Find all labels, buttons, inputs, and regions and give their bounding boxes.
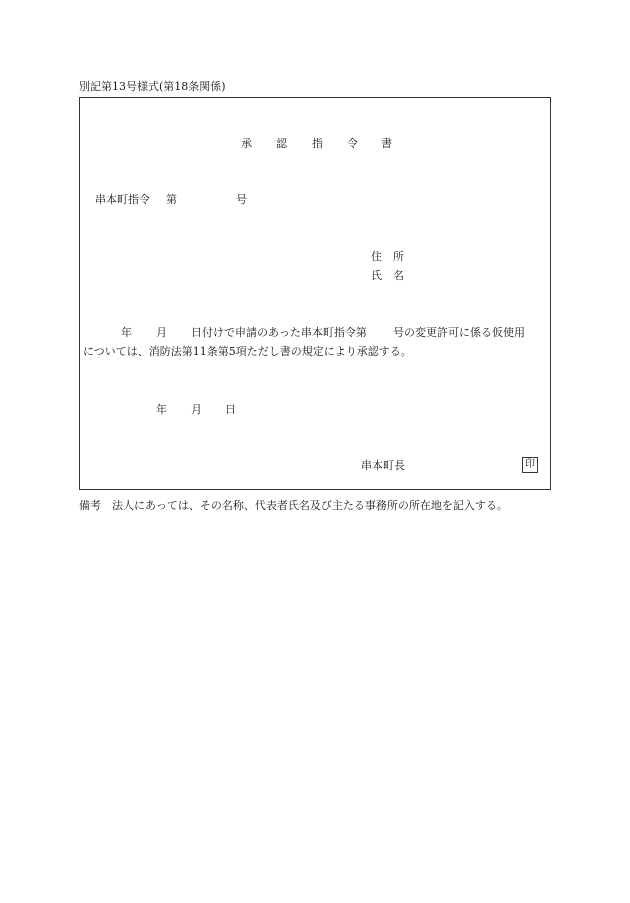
date-month: 月 xyxy=(191,403,202,416)
address-label: 住 所 xyxy=(371,250,404,263)
body-text-b: 号の変更許可に係る仮使用 xyxy=(393,326,525,339)
date-year: 年 xyxy=(156,403,167,416)
date-day: 日 xyxy=(225,403,236,416)
title-char-1: 承 xyxy=(241,137,252,150)
body-year: 年 xyxy=(121,326,132,339)
order-number-go: 号 xyxy=(236,193,247,206)
title-char-5: 書 xyxy=(381,137,392,150)
signer-label: 串本町長 xyxy=(361,459,405,472)
form-number-label: 別記第13号様式(第18条関係) xyxy=(79,80,226,93)
name-label: 氏 名 xyxy=(371,269,404,282)
title-char-2: 認 xyxy=(276,137,287,150)
footnote: 備考 法人にあっては、その名称、代表者氏名及び主たる事務所の所在地を記入する。 xyxy=(79,499,508,512)
body-month: 月 xyxy=(156,326,167,339)
body-text-a: 日付けで申請のあった串本町指令第 xyxy=(191,326,367,339)
seal-mark: 印 xyxy=(522,457,538,473)
body-line-2: については、消防法第11条第5項ただし書の規定により承認する。 xyxy=(83,345,412,358)
order-number-dai: 第 xyxy=(166,193,177,206)
form-frame xyxy=(79,97,551,490)
title-char-3: 指 xyxy=(312,137,323,150)
title-char-4: 令 xyxy=(347,137,358,150)
order-number-prefix: 串本町指令 xyxy=(95,193,150,206)
